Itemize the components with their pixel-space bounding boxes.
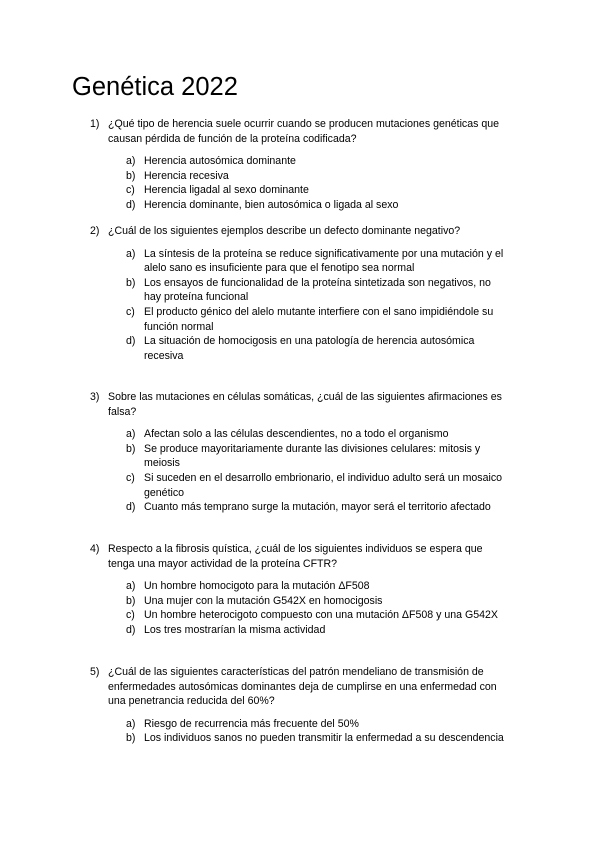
option-letter: d)	[126, 501, 136, 514]
option-a	[90, 579, 510, 594]
option-letter: c)	[126, 471, 135, 484]
option-letter: b)	[126, 169, 136, 182]
option-a	[90, 247, 510, 276]
option-d	[90, 334, 510, 363]
option-letter: a)	[126, 428, 136, 441]
question-number: 5)	[90, 666, 100, 678]
option-letter: c)	[126, 305, 135, 318]
question-2	[90, 224, 510, 363]
option-text: Un hombre heterocigoto compuesto con una mutación ΔF508 y una G542X	[144, 609, 498, 622]
option-text: Los tres mostrarían la misma actividad	[144, 623, 326, 636]
option-c	[90, 608, 510, 623]
option-text: El producto génico del alelo mutante interfiere con el sano impidiéndole su función normal	[144, 305, 494, 333]
option-text: Riesgo de recurrencia más frecuente del 50%	[144, 717, 359, 730]
option-d	[90, 623, 510, 638]
option-letter: a)	[126, 155, 136, 168]
option-text: La situación de homocigosis en una patología de herencia autosómica recesiva	[144, 335, 475, 362]
option-b	[90, 276, 510, 305]
option-c	[90, 305, 510, 334]
question-text: ¿Cuál de los siguientes ejemplos describe un defecto dominante negativo?	[108, 225, 461, 237]
option-text: Los individuos sanos no pueden transmitir la enfermedad a su descendencia	[144, 732, 504, 745]
option-letter: a)	[126, 717, 136, 730]
option-text: Un hombre homocigoto para la mutación ΔF508	[144, 580, 370, 593]
option-text: Se produce mayoritariamente durante las divisiones celulares: mitosis y meiosis	[144, 442, 481, 470]
option-a	[90, 154, 510, 169]
option-letter: b)	[126, 276, 136, 289]
option-c	[90, 183, 510, 198]
option-text: Herencia ligadal al sexo dominante	[144, 184, 309, 197]
question-text: Sobre las mutaciones en células somáticas, ¿cuál de las siguientes afirmaciones es falsa?	[108, 391, 502, 418]
option-text: Cuanto más temprano surge la mutación, mayor será el territorio afectado	[144, 501, 491, 514]
option-text: La síntesis de la proteína se reduce significativamente por una mutación y el alelo sano es insuficiente para que el fenotipo sea normal	[144, 247, 504, 275]
question-1	[90, 117, 510, 213]
option-text: Herencia dominante, bien autosómica o ligada al sexo	[144, 198, 399, 211]
option-text: Herencia autosómica dominante	[144, 155, 296, 168]
option-text: Una mujer con la mutación G542X en homocigosis	[144, 594, 383, 607]
question-number: 2)	[90, 225, 100, 237]
option-text: Herencia recesiva	[144, 169, 229, 182]
page-title: Genética 2022	[72, 73, 238, 101]
option-letter: b)	[126, 732, 136, 745]
option-letter: b)	[126, 594, 136, 607]
option-d	[90, 198, 510, 213]
option-b	[90, 594, 510, 609]
question-text: ¿Cuál de las siguientes características del patrón mendeliano de transmisión de enfermedades autosómicas dominantes deja de cumplirse en una enfermedad con una penetrancia reducida del 60%?	[108, 666, 497, 708]
question-number: 1)	[90, 118, 100, 130]
options-list	[90, 427, 510, 515]
option-a	[90, 717, 510, 732]
option-text: Los ensayos de funcionalidad de la proteína sintetizada son negativos, no hay proteína funcional	[144, 276, 491, 304]
options-list	[90, 247, 510, 364]
question-text: ¿Qué tipo de herencia suele ocurrir cuando se producen mutaciones genéticas que causan pérdida de función de la proteína codificada?	[108, 118, 500, 145]
option-letter: b)	[126, 442, 136, 455]
question-5	[90, 665, 510, 746]
options-list	[90, 579, 510, 637]
option-letter: d)	[126, 335, 136, 348]
option-b	[90, 731, 510, 746]
options-list	[90, 717, 510, 746]
option-letter: a)	[126, 247, 136, 260]
option-letter: c)	[126, 609, 135, 622]
option-letter: c)	[126, 184, 135, 197]
option-b	[90, 169, 510, 184]
question-number: 3)	[90, 391, 100, 403]
option-d	[90, 500, 510, 515]
question-4	[90, 542, 510, 638]
option-letter: a)	[126, 580, 136, 593]
option-c	[90, 471, 510, 500]
option-b	[90, 442, 510, 471]
question-number: 4)	[90, 543, 100, 555]
option-text: Si suceden en el desarrollo embrionario, el individuo adulto será un mosaico genético	[144, 471, 503, 499]
question-3	[90, 390, 510, 515]
option-text: Afectan solo a las células descendientes, no a todo el organismo	[144, 428, 449, 441]
option-letter: d)	[126, 198, 136, 211]
options-list	[90, 154, 510, 212]
option-letter: d)	[126, 623, 136, 636]
question-text: Respecto a la fibrosis quística, ¿cuál de los siguientes individuos se espera que tenga una mayor actividad de la proteína CFTR?	[108, 543, 483, 570]
option-a	[90, 427, 510, 442]
